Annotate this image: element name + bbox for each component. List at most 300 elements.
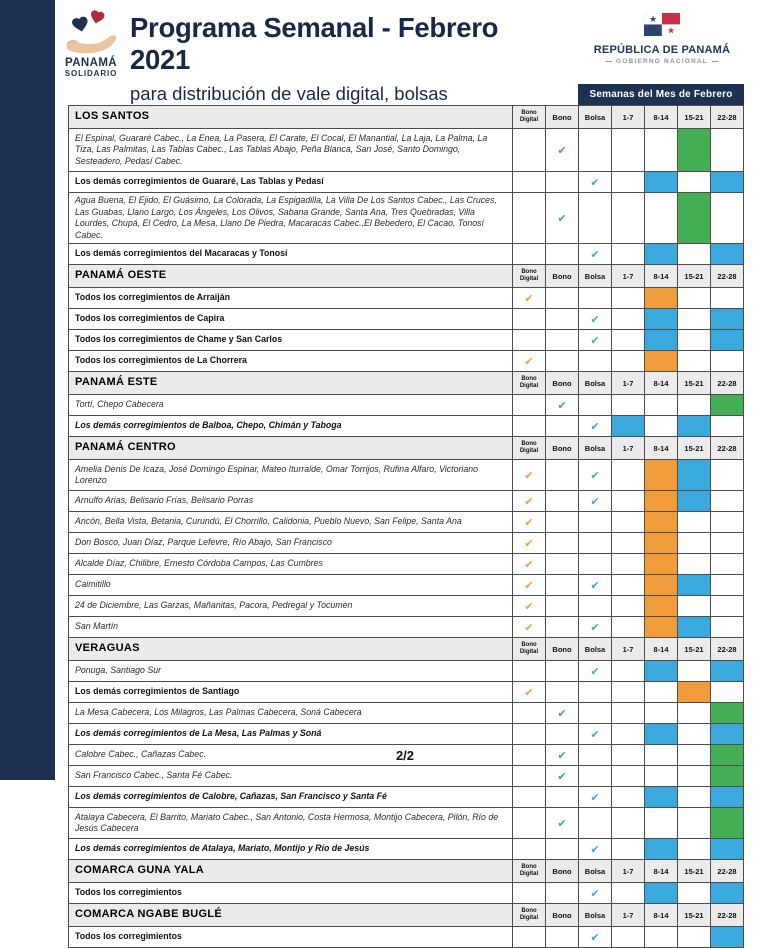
week-cell-1-7: [612, 883, 644, 903]
check-cell-bolsa: [579, 883, 611, 903]
week-cell-1-7: [612, 460, 644, 490]
table-row: [69, 395, 743, 415]
week-cell-8-14: [645, 661, 677, 681]
week-cell-22-28: [711, 682, 743, 702]
check-icon: ✔: [590, 790, 600, 804]
check-icon: ✔: [590, 620, 600, 634]
week-cell-8-14: [645, 766, 677, 786]
table-row: [69, 724, 743, 744]
logo-text-line1: PANAMÁ: [64, 57, 118, 69]
column-header-week-15-21: 15-21: [678, 904, 710, 926]
week-cell-8-14: [645, 460, 677, 490]
week-cell-1-7: [612, 193, 644, 243]
check-cell-bono: [546, 512, 578, 532]
check-cell-bolsa: [579, 787, 611, 807]
panama-flag-icon: [644, 13, 680, 36]
table-row: [69, 193, 743, 243]
week-cell-8-14: [645, 787, 677, 807]
week-cell-22-28: [711, 808, 743, 838]
check-cell-bd: [513, 808, 545, 838]
column-header-bolsa: Bolsa: [579, 372, 611, 394]
week-cell-15-21: [678, 244, 710, 264]
column-header-week-8-14: 8-14: [645, 860, 677, 882]
table-row: [69, 927, 743, 947]
column-header-week-22-28: 22-28: [711, 372, 743, 394]
check-cell-bono: [546, 883, 578, 903]
column-header-bolsa: Bolsa: [579, 437, 611, 459]
week-cell-1-7: [612, 395, 644, 415]
table-row: [69, 787, 743, 807]
check-cell-bd: [513, 460, 545, 490]
week-cell-8-14: [645, 395, 677, 415]
week-cell-8-14: [645, 724, 677, 744]
region-cell: San Francisco Cabec., Santa Fé Cabec.: [69, 766, 512, 786]
check-icon: ✔: [590, 664, 600, 678]
check-cell-bd: [513, 491, 545, 511]
region-cell: Caimitillo: [69, 575, 512, 595]
region-cell: Ancón, Bella Vista, Betania, Curundú, El Chorrillo, Calidonia, Pueblo Nuevo, San Felipe, Santa Ana: [69, 512, 512, 532]
section-header-row: [69, 372, 743, 394]
check-cell-bolsa: [579, 244, 611, 264]
check-cell-bolsa: [579, 460, 611, 490]
check-icon: ✔: [557, 211, 567, 225]
region-cell: 24 de Diciembre, Las Garzas, Mañanitas, Pacora, Pedregal y Tocumen: [69, 596, 512, 616]
check-cell-bolsa: [579, 491, 611, 511]
region-cell: Arnulfo Arias, Belisario Frías, Belisario Porras: [69, 491, 512, 511]
check-cell-bolsa: [579, 724, 611, 744]
check-cell-bd: [513, 172, 545, 192]
week-cell-8-14: [645, 682, 677, 702]
check-icon: ✔: [590, 727, 600, 741]
column-header-week-22-28: 22-28: [711, 638, 743, 660]
week-cell-1-7: [612, 787, 644, 807]
week-cell-1-7: [612, 682, 644, 702]
week-cell-22-28: [711, 724, 743, 744]
check-cell-bono: [546, 787, 578, 807]
region-cell: Los demás corregimientos de Balboa, Chepo, Chimán y Taboga: [69, 416, 512, 436]
week-cell-8-14: [645, 927, 677, 947]
check-cell-bd: [513, 883, 545, 903]
check-cell-bd: [513, 927, 545, 947]
week-cell-15-21: [678, 193, 710, 243]
check-cell-bd: [513, 351, 545, 371]
column-header-bono: Bono: [546, 904, 578, 926]
region-cell: Los demás corregimientos de Atalaya, Mariato, Montijo y Río de Jesús: [69, 839, 512, 859]
check-cell-bd: [513, 193, 545, 243]
week-cell-1-7: [612, 416, 644, 436]
table-row: [69, 703, 743, 723]
table-row: [69, 839, 743, 859]
check-cell-bolsa: [579, 839, 611, 859]
week-cell-22-28: [711, 330, 743, 350]
week-cell-8-14: [645, 703, 677, 723]
table-row: [69, 682, 743, 702]
week-cell-22-28: [711, 172, 743, 192]
week-cell-15-21: [678, 724, 710, 744]
week-cell-8-14: [645, 839, 677, 859]
check-icon: ✔: [590, 312, 600, 326]
column-header-week-1-7: 1-7: [612, 860, 644, 882]
week-cell-15-21: [678, 766, 710, 786]
week-cell-1-7: [612, 491, 644, 511]
week-cell-15-21: [678, 172, 710, 192]
check-cell-bono: [546, 288, 578, 308]
week-cell-22-28: [711, 416, 743, 436]
week-cell-15-21: [678, 533, 710, 553]
gobierno-nacional-logo: [572, 13, 752, 65]
region-cell: Todos los corregimientos: [69, 883, 512, 903]
week-cell-8-14: [645, 808, 677, 838]
table-row: [69, 309, 743, 329]
column-header-bono-digital: Bono Digital: [513, 437, 545, 459]
table-row: [69, 460, 743, 490]
week-cell-15-21: [678, 617, 710, 637]
table-row: [69, 351, 743, 371]
week-cell-15-21: [678, 839, 710, 859]
check-icon: ✔: [557, 398, 567, 412]
week-cell-15-21: [678, 927, 710, 947]
column-header-bono-digital: Bono Digital: [513, 904, 545, 926]
column-header-week-1-7: 1-7: [612, 638, 644, 660]
schedule-table: [68, 105, 744, 948]
week-cell-22-28: [711, 661, 743, 681]
check-cell-bolsa: [579, 703, 611, 723]
column-header-bono: Bono: [546, 860, 578, 882]
week-cell-1-7: [612, 512, 644, 532]
column-header-week-1-7: 1-7: [612, 265, 644, 287]
column-header-week-15-21: 15-21: [678, 372, 710, 394]
week-cell-22-28: [711, 839, 743, 859]
week-cell-15-21: [678, 787, 710, 807]
region-cell: Calobre Cabec., Cañazas Cabec.: [69, 745, 512, 765]
week-cell-22-28: [711, 554, 743, 574]
check-cell-bono: [546, 172, 578, 192]
week-cell-15-21: [678, 512, 710, 532]
region-cell: Don Bosco, Juan Díaz, Parque Lefevre, Río Abajo, San Francisco: [69, 533, 512, 553]
table-row: [69, 491, 743, 511]
column-header-bolsa: Bolsa: [579, 106, 611, 128]
check-cell-bd: [513, 512, 545, 532]
week-cell-22-28: [711, 617, 743, 637]
check-cell-bono: [546, 460, 578, 490]
week-cell-22-28: [711, 193, 743, 243]
check-cell-bono: [546, 682, 578, 702]
week-cell-1-7: [612, 766, 644, 786]
week-cell-1-7: [612, 330, 644, 350]
page-title: Programa Semanal - Febrero 2021: [130, 12, 499, 75]
check-cell-bd: [513, 309, 545, 329]
section-title: PANAMÁ ESTE: [69, 372, 512, 394]
week-cell-22-28: [711, 244, 743, 264]
region-cell: Todos los corregimientos: [69, 927, 512, 947]
check-cell-bolsa: [579, 193, 611, 243]
week-cell-15-21: [678, 309, 710, 329]
week-cell-1-7: [612, 351, 644, 371]
week-cell-22-28: [711, 460, 743, 490]
column-header-bono: Bono: [546, 372, 578, 394]
check-cell-bolsa: [579, 533, 611, 553]
region-cell: Agua Buena, El Ejido, El Guásimo, La Colorada, La Espigadilla, La Villa De Los Santos Cabec., Las Cruces, Las Guabas, Llano Largo, Los Ángeles, Los Olivos, Sabana Grande, Santa Ana, Tres Quebradas, Villa Lourdes, Chupá, El Cedro, La Mesa, Llano De Piedra, Macaracas Cabec.,El Bebedero, El Cacao, Tonosí Cabec.: [69, 193, 512, 243]
check-cell-bono: [546, 129, 578, 171]
week-cell-22-28: [711, 288, 743, 308]
check-icon: ✔: [524, 291, 534, 305]
check-icon: ✔: [524, 685, 534, 699]
check-cell-bono: [546, 724, 578, 744]
week-cell-15-21: [678, 395, 710, 415]
column-header-bono: Bono: [546, 437, 578, 459]
column-header-week-22-28: 22-28: [711, 437, 743, 459]
column-header-bolsa: Bolsa: [579, 265, 611, 287]
region-cell: Los demás corregimientos de Guararé, Las Tablas y Pedasí: [69, 172, 512, 192]
check-cell-bolsa: [579, 766, 611, 786]
column-header-bono-digital: Bono Digital: [513, 106, 545, 128]
column-header-week-8-14: 8-14: [645, 904, 677, 926]
check-cell-bolsa: [579, 596, 611, 616]
week-cell-1-7: [612, 172, 644, 192]
check-icon: ✔: [524, 557, 534, 571]
check-cell-bono: [546, 839, 578, 859]
check-icon: ✔: [590, 494, 600, 508]
table-row: [69, 244, 743, 264]
check-cell-bd: [513, 554, 545, 574]
column-header-week-15-21: 15-21: [678, 265, 710, 287]
region-cell: Todos los corregimientos de Chame y San Carlos: [69, 330, 512, 350]
week-cell-8-14: [645, 617, 677, 637]
week-cell-8-14: [645, 554, 677, 574]
week-cell-8-14: [645, 309, 677, 329]
check-cell-bd: [513, 724, 545, 744]
check-icon: ✔: [590, 930, 600, 944]
column-header-week-8-14: 8-14: [645, 437, 677, 459]
week-cell-15-21: [678, 330, 710, 350]
week-cell-8-14: [645, 351, 677, 371]
week-cell-1-7: [612, 808, 644, 838]
region-cell: Ponuga, Santiago Sur: [69, 661, 512, 681]
check-icon: ✔: [590, 842, 600, 856]
column-header-week-8-14: 8-14: [645, 106, 677, 128]
column-header-bolsa: Bolsa: [579, 638, 611, 660]
column-header-bono-digital: Bono Digital: [513, 638, 545, 660]
check-cell-bono: [546, 395, 578, 415]
svg-text:★: ★: [648, 14, 658, 24]
section-title: PANAMÁ OESTE: [69, 265, 512, 287]
section-header-row: [69, 265, 743, 287]
week-cell-22-28: [711, 491, 743, 511]
check-icon: ✔: [590, 886, 600, 900]
region-cell: El Espinal, Guararé Cabec., La Enea, La Pasera, El Carate, El Cocal, El Manantial, La Laja, La Palma, La Tiza, Las Palmitas, Las Tablas Cabec., Las Tablas Abajo, Peña Blanca, San José, Santo Domingo, Sesteadero, Pedasí Cabec.: [69, 129, 512, 171]
table-row: [69, 512, 743, 532]
week-cell-8-14: [645, 129, 677, 171]
section-title: COMARCA GUNA YALA: [69, 860, 512, 882]
check-cell-bono: [546, 244, 578, 264]
page-number: 2/2: [395, 748, 415, 763]
check-cell-bono: [546, 575, 578, 595]
week-cell-1-7: [612, 839, 644, 859]
check-icon: ✔: [557, 769, 567, 783]
week-cell-15-21: [678, 883, 710, 903]
check-cell-bono: [546, 533, 578, 553]
check-cell-bolsa: [579, 288, 611, 308]
column-header-week-22-28: 22-28: [711, 265, 743, 287]
week-cell-22-28: [711, 395, 743, 415]
check-cell-bolsa: [579, 351, 611, 371]
week-cell-1-7: [612, 288, 644, 308]
check-cell-bd: [513, 596, 545, 616]
week-cell-1-7: [612, 554, 644, 574]
check-cell-bono: [546, 927, 578, 947]
week-cell-8-14: [645, 883, 677, 903]
week-cell-1-7: [612, 661, 644, 681]
week-cell-1-7: [612, 703, 644, 723]
check-cell-bono: [546, 766, 578, 786]
section-header-row: [69, 860, 743, 882]
week-cell-15-21: [678, 554, 710, 574]
check-cell-bolsa: [579, 554, 611, 574]
check-cell-bd: [513, 533, 545, 553]
week-cell-15-21: [678, 351, 710, 371]
column-header-week-1-7: 1-7: [612, 904, 644, 926]
check-icon: ✔: [590, 578, 600, 592]
gov-subtitle: — GOBIERNO NACIONAL —: [572, 58, 752, 65]
column-header-bono: Bono: [546, 265, 578, 287]
region-cell: Los demás corregimientos del Macaracas y Tonosí: [69, 244, 512, 264]
region-cell: Alcalde Díaz, Chilibre, Ernesto Córdoba Campos, Las Cumbres: [69, 554, 512, 574]
check-cell-bolsa: [579, 172, 611, 192]
column-header-bono-digital: Bono Digital: [513, 372, 545, 394]
week-cell-8-14: [645, 416, 677, 436]
check-cell-bd: [513, 416, 545, 436]
week-cell-22-28: [711, 883, 743, 903]
table-row: [69, 661, 743, 681]
week-cell-22-28: [711, 533, 743, 553]
check-cell-bono: [546, 596, 578, 616]
check-icon: ✔: [590, 468, 600, 482]
check-cell-bolsa: [579, 129, 611, 171]
check-icon: ✔: [524, 620, 534, 634]
week-cell-8-14: [645, 575, 677, 595]
check-cell-bolsa: [579, 309, 611, 329]
week-cell-8-14: [645, 244, 677, 264]
week-cell-22-28: [711, 927, 743, 947]
section-header-row: [69, 106, 743, 128]
week-cell-15-21: [678, 808, 710, 838]
check-cell-bolsa: [579, 512, 611, 532]
column-header-bono-digital: Bono Digital: [513, 265, 545, 287]
column-header-week-15-21: 15-21: [678, 106, 710, 128]
week-cell-1-7: [612, 927, 644, 947]
svg-text:★: ★: [666, 25, 676, 36]
section-title: VERAGUAS: [69, 638, 512, 660]
week-cell-15-21: [678, 129, 710, 171]
weeks-banner: Semanas del Mes de Febrero: [578, 84, 744, 105]
check-cell-bd: [513, 288, 545, 308]
week-cell-15-21: [678, 460, 710, 490]
check-cell-bd: [513, 617, 545, 637]
check-cell-bono: [546, 554, 578, 574]
week-cell-15-21: [678, 596, 710, 616]
check-cell-bd: [513, 703, 545, 723]
check-icon: ✔: [524, 468, 534, 482]
check-cell-bono: [546, 703, 578, 723]
table-row: [69, 575, 743, 595]
week-cell-22-28: [711, 512, 743, 532]
check-icon: ✔: [524, 536, 534, 550]
table-row: [69, 288, 743, 308]
check-cell-bd: [513, 661, 545, 681]
table-row: [69, 617, 743, 637]
table-row: [69, 808, 743, 838]
check-cell-bolsa: [579, 575, 611, 595]
check-cell-bd: [513, 129, 545, 171]
table-row: [69, 533, 743, 553]
table-row: [69, 596, 743, 616]
week-cell-15-21: [678, 682, 710, 702]
logo-text-line2: SOLIDARIO: [64, 69, 118, 78]
check-cell-bd: [513, 330, 545, 350]
week-cell-15-21: [678, 661, 710, 681]
week-cell-22-28: [711, 766, 743, 786]
column-header-week-1-7: 1-7: [612, 372, 644, 394]
check-cell-bd: [513, 839, 545, 859]
check-cell-bono: [546, 491, 578, 511]
check-icon: ✔: [524, 515, 534, 529]
check-cell-bono: [546, 309, 578, 329]
content: [64, 0, 744, 944]
check-cell-bono: [546, 351, 578, 371]
check-cell-bd: [513, 395, 545, 415]
week-cell-1-7: [612, 533, 644, 553]
column-header-week-15-21: 15-21: [678, 638, 710, 660]
check-cell-bolsa: [579, 617, 611, 637]
check-cell-bolsa: [579, 395, 611, 415]
week-cell-8-14: [645, 288, 677, 308]
column-header-bolsa: Bolsa: [579, 904, 611, 926]
region-cell: Los demás corregimientos de Santiago: [69, 682, 512, 702]
check-cell-bono: [546, 416, 578, 436]
column-header-week-15-21: 15-21: [678, 860, 710, 882]
week-cell-8-14: [645, 533, 677, 553]
section-title: PANAMÁ CENTRO: [69, 437, 512, 459]
column-header-bolsa: Bolsa: [579, 860, 611, 882]
column-header-week-1-7: 1-7: [612, 437, 644, 459]
region-cell: Los demás corregimientos de La Mesa, Las Palmas y Soná: [69, 724, 512, 744]
check-icon: ✔: [590, 175, 600, 189]
check-cell-bd: [513, 766, 545, 786]
week-cell-1-7: [612, 617, 644, 637]
gov-name: REPÚBLICA DE PANAMÁ: [593, 44, 731, 56]
week-cell-22-28: [711, 575, 743, 595]
table-row: [69, 330, 743, 350]
week-cell-22-28: [711, 596, 743, 616]
week-cell-8-14: [645, 193, 677, 243]
week-cell-1-7: [612, 596, 644, 616]
check-icon: ✔: [590, 419, 600, 433]
region-cell: Los demás corregimientos de Calobre, Cañazas, San Francisco y Santa Fé: [69, 787, 512, 807]
check-cell-bolsa: [579, 927, 611, 947]
check-cell-bono: [546, 193, 578, 243]
region-cell: Todos los corregimientos de Arraiján: [69, 288, 512, 308]
week-cell-22-28: [711, 703, 743, 723]
check-cell-bolsa: [579, 416, 611, 436]
week-cell-15-21: [678, 575, 710, 595]
check-cell-bolsa: [579, 808, 611, 838]
week-cell-22-28: [711, 787, 743, 807]
column-header-week-8-14: 8-14: [645, 372, 677, 394]
week-cell-22-28: [711, 351, 743, 371]
left-accent-bar: [0, 0, 55, 780]
section-header-row: [69, 904, 743, 926]
check-icon: ✔: [590, 247, 600, 261]
